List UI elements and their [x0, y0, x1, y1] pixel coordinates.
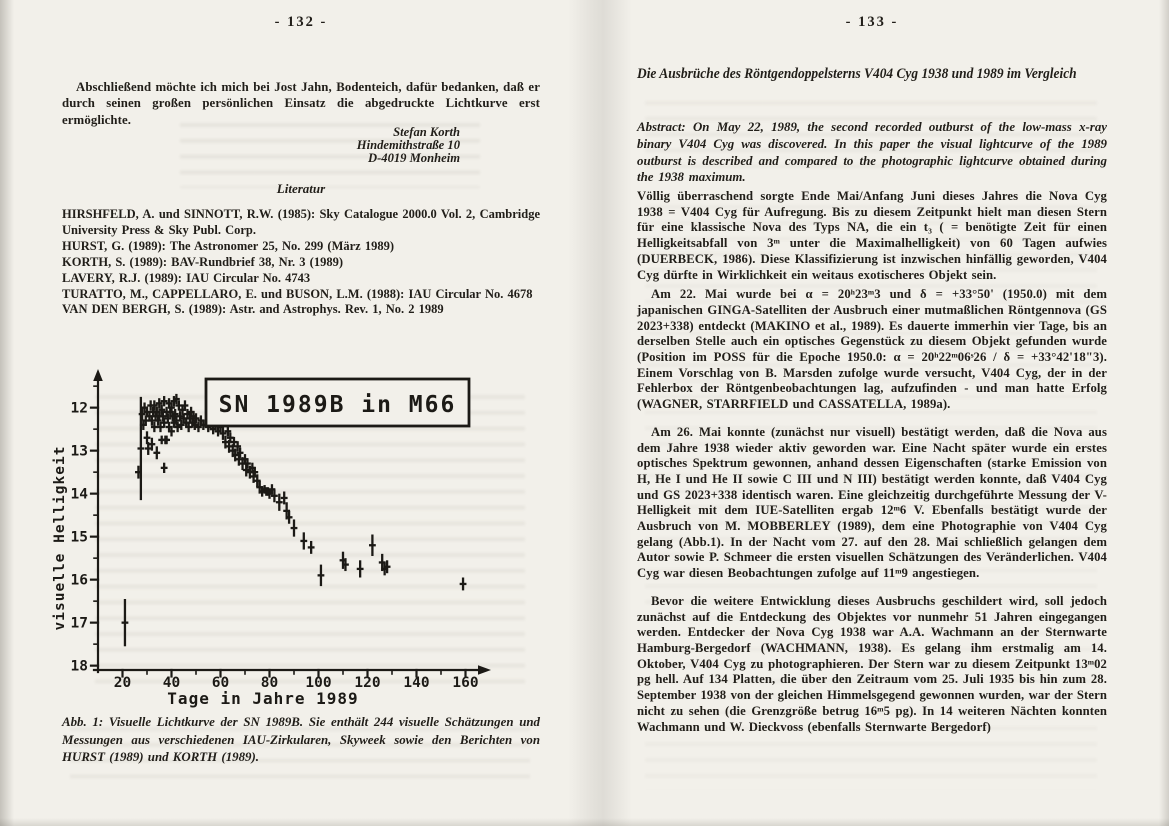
author-city: D-4019 Monheim	[367, 151, 460, 165]
svg-text:160: 160	[452, 675, 479, 691]
lightcurve-figure	[50, 366, 502, 718]
x-axis-label: Tage in Jahre 1989	[167, 689, 359, 708]
page-number-left: - 132 -	[274, 14, 328, 30]
lightcurve-chart	[50, 366, 502, 718]
article-body	[637, 189, 1107, 735]
svg-text:140: 140	[403, 675, 430, 691]
svg-text:18: 18	[70, 658, 88, 675]
reference-item: KORTH, S. (1989): BAV-Rundbrief 38, Nr. 3 (1989)	[62, 254, 343, 269]
svg-text:120: 120	[354, 675, 381, 691]
svg-text:100: 100	[305, 675, 332, 691]
reference-item: HIRSHFELD, A. und SINNOTT, R.W. (1985): Sky Catalogue 2000.0 Vol. 2, Cambridge University Press & Sky Publ. Corp.	[62, 207, 540, 237]
data-points	[122, 394, 467, 646]
axis-labels	[52, 401, 479, 708]
figure-title: SN 1989B in M66	[218, 392, 457, 418]
svg-text:15: 15	[70, 529, 88, 546]
acknowledgement-paragraph: Abschließend möchte ich mich bei Jost Jahn, Bodenteich, dafür bedanken, daß er durch seinen großen persönlichen Einsatz die abgedruckte Lichtkurve erst ermöglichte.	[62, 80, 540, 127]
figure-caption: Abb. 1: Visuelle Lichtkurve der SN 1989B. Sie enthält 244 visuelle Schätzungen und Messungen aus verschiedenen IAU-Zirkularen, Skyweek sowie den Berichten von HURST (1989) und KORTH (1989).	[62, 715, 540, 764]
reference-item: TURATTO, M., CAPPELLARO, E. und BUSON, L.M. (1988): IAU Circular No. 4678	[62, 286, 533, 301]
svg-text:14: 14	[70, 486, 88, 503]
reference-list	[62, 207, 540, 318]
literature-heading: Literatur	[276, 181, 326, 196]
article-title: Die Ausbrüche des Röntgendoppelsterns V404 Cyg 1938 und 1989 im Vergleich	[637, 66, 1077, 82]
svg-text:16: 16	[70, 572, 88, 589]
author-signature-block	[62, 126, 540, 165]
svg-text:12: 12	[70, 400, 88, 417]
scan-edge-shadow	[0, 818, 1169, 826]
svg-text:60: 60	[211, 675, 230, 691]
article-abstract: Abstract: On May 22, 1989, the second recorded outburst of the low-mass x-ray binary V404 Cyg was discovered. In this paper the visual lightcurve of the 1989 outburst is described and compared to the photographic lightcurve obtained during the 1938 maximum.	[637, 120, 1107, 185]
svg-text:17: 17	[70, 615, 88, 632]
reference-item: LAVERY, R.J. (1989): IAU Circular No. 4743	[62, 270, 311, 285]
y-axis-label: visuelle Helligkeit	[52, 445, 68, 631]
body-paragraph: Am 26. Mai konnte (zunächst nur visuell) bestätigt werden, daß die Nova aus dem Jahre 1938 wieder aktiv geworden war. Eine Nacht später wurde ein erstes optisches Spektrum gewonnen, anhand dessen Eigenschaften (starke Emission von H, He I und He II sowie C III und N III) bestätigt werden konnte, daß V404 Cyg und GS 2023+338 identisch waren. Eine gleichzeitig durchgeführte Messung der V-Helligkeit mit dem IUE-Satelliten ergab 12ᵐ6 V. Ebenfalls bestätigt wurde der Ausbruch von M. MOBBERLEY (1989), dem eine Photographie von V404 Cyg gelang (Abb.1). In der Nacht vom 27. auf den 28. Mai schließlich gelangen dem Autor sowie P. Schmeer die ersten visuellen Schätzungen des Veränderlichen. V404 Cyg war diesen Beobachtungen zufolge auf 11ᵐ9 angestiegen.	[637, 424, 1107, 581]
svg-text:20: 20	[113, 675, 132, 691]
svg-text:13: 13	[70, 443, 88, 460]
body-paragraph: Völlig überraschend sorgte Ende Mai/Anfang Juni dieses Jahres die Nova Cyg 1938 = V404 Cyg für Aufregung. Bis zu diesem Zeitpunkt hielt man diesen Stern für eine klassische Nova des Typs NA, die ein t₃ ( = benötigte Zeit für einen Helligkeitsabfall von 3ᵐ unter die Maximalhelligkeit) von 60 Tagen aufwies (DUERBECK, 1986). Diese Klassifizierung ist inzwischen hinfällig geworden, V404 Cyg dürfte in Wirklichkeit ein weitaus exotischeres Objekt sein.	[637, 189, 1107, 282]
reference-item: HURST, G. (1989): The Astronomer 25, No. 299 (März 1989)	[62, 238, 395, 253]
scan-edge-shadow	[1159, 0, 1169, 826]
right-page	[637, 0, 1107, 826]
page-gutter-shadow	[568, 0, 632, 826]
body-paragraph: Am 22. Mai wurde bei α = 20ʰ23ᵐ3 und δ = +33°50' (1950.0) mit dem japanischen GINGA-Satelliten der Ausbruch einer mutmaßlichen Röntgennova (GS 2023+338) entdeckt (MAKINO et al., 1989). Es dauerte immerhin vier Tage, bis an derselben Stelle auch ein optisches Gegenstück zu diesem Objekt gefunden wurde (Position im POSS für die Epoche 1950.0: α = 20ʰ22ᵐ06ˢ26 / δ = +33°42'18"3). Einem Vorschlag von B. Marsden zufolge wurde versucht, V404 Cyg, der in der Fehlerbox der Röntgenbeobachtungen lag, aufzufinden - und man hatte Erfolg (WAGNER, STARRFIELD und CASSATELLA, 1989a).	[637, 287, 1107, 412]
figure-title-box	[206, 379, 469, 426]
svg-text:40: 40	[162, 675, 181, 691]
author-street: Hindemithstraße 10	[356, 138, 460, 152]
scan-edge-shadow	[0, 0, 14, 826]
reference-item: VAN DEN BERGH, S. (1989): Astr. and Astrophys. Rev. 1, No. 2 1989	[62, 302, 444, 317]
body-paragraph: Bevor die weitere Entwicklung dieses Ausbruchs geschildert wird, soll jedoch zunächst auf die Entdeckung des Objektes vor nunmehr 51 Jahren eingegangen werden. Entdecker der Nova Cyg 1938 war A.A. Wachmann an der Sternwarte Hamburg-Bergedorf (WACHMANN, 1938). Es gelang ihm erstmalig am 14. Oktober, V404 Cyg zu photographieren. Der Stern war zu diesem Zeitpunkt 13ᵐ02 pg hell. Auf 134 Platten, die über den Zeitraum vom 25. Juli 1935 bis hin zum 28. September 1938 von der gleichen Himmelsgegend gewonnen wurden, war der Stern nicht zu sehen (die Grenzgröße betrug 16ᵐ5 pg). In 14 weiteren Nächten konnten Wachmann und W. Dieckvoss (ebenfalls Sternwarte Bergedorf)	[637, 593, 1107, 734]
svg-text:80: 80	[260, 675, 279, 691]
author-name: Stefan Korth	[393, 125, 460, 139]
page-number-right: - 133 -	[845, 14, 899, 30]
